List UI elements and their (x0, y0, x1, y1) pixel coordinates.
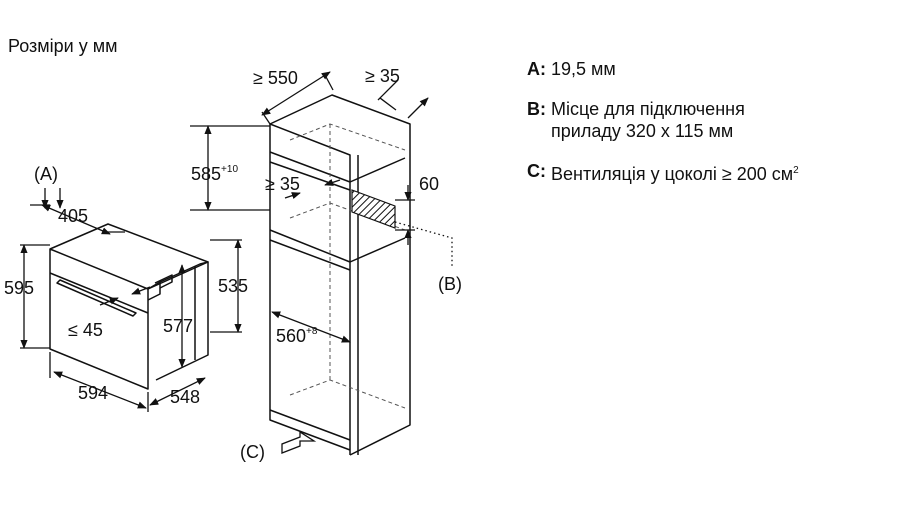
legend-text-c-sup: 2 (793, 165, 799, 176)
b-leader (395, 222, 452, 268)
dim-405: 405 (58, 206, 89, 226)
legend-item-a (527, 58, 887, 80)
legend-key-a: A: (527, 59, 546, 79)
legend-key-c: C: (527, 161, 546, 181)
legend-text-a: 19,5 мм (551, 59, 616, 79)
legend-item-c (527, 160, 887, 185)
oven-drawing (50, 224, 208, 389)
dim-60: 60 (419, 174, 440, 194)
dim-le45: ≤ 45 (68, 320, 103, 340)
dim-ge35-top: ≥ 35 (365, 66, 400, 86)
legend-text-c (551, 160, 887, 185)
legend-text-c-main: Вентиляція у цоколі ≥ 200 см (551, 164, 794, 184)
dim-594: 594 (78, 383, 109, 403)
legend-item-b (527, 98, 887, 142)
dim-548: 548 (170, 387, 201, 407)
dim-ge35-mid: ≥ 35 (265, 174, 300, 194)
legend (527, 58, 887, 203)
legend-text-b: Місце для підключення приладу 320 x 115 мм (551, 99, 745, 141)
page-title: Розміри у мм (8, 36, 118, 56)
label-c: (C) (240, 442, 265, 462)
dim-ge550: ≥ 550 (253, 68, 298, 88)
dim-585: $585^{+10}$ (191, 164, 239, 184)
dim-535: 535 (218, 276, 249, 296)
dim-560: $560^{+8}$ (276, 326, 318, 346)
label-a: (A) (34, 164, 58, 184)
legend-key-b: B: (527, 99, 546, 119)
dim-577: 577 (163, 316, 194, 336)
dim-595: 595 (4, 278, 35, 298)
label-b: (B) (438, 274, 462, 294)
cabinet-drawing (270, 95, 410, 455)
